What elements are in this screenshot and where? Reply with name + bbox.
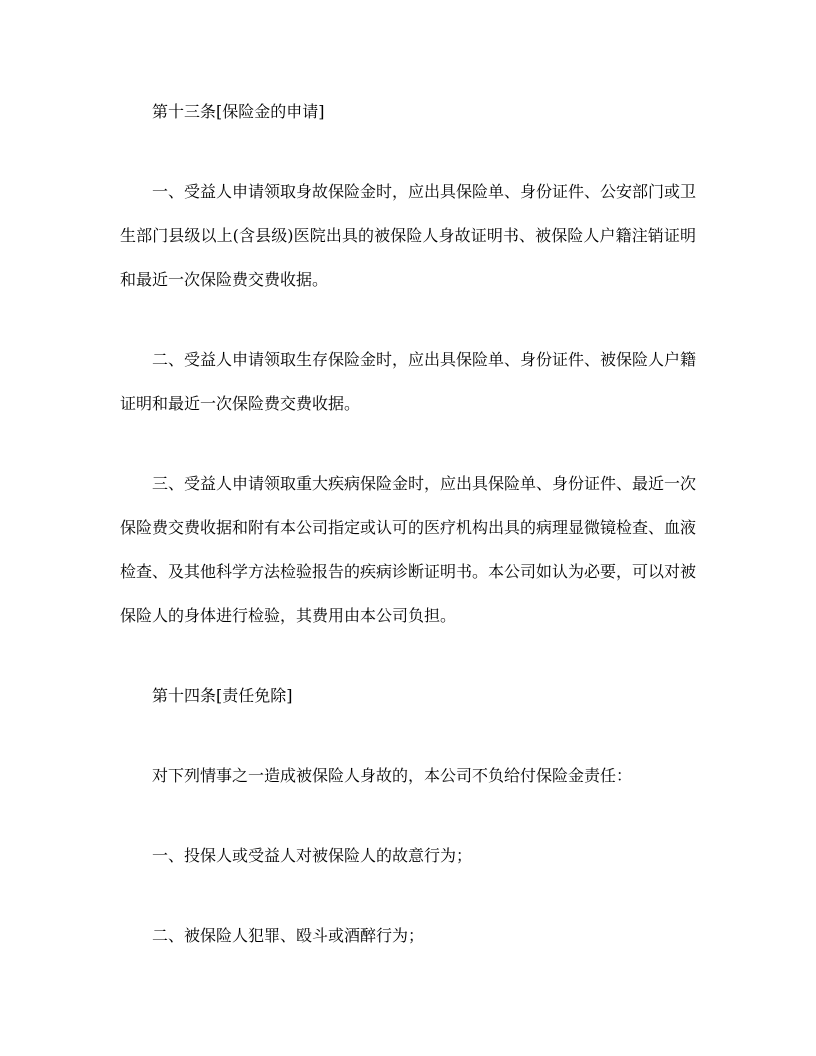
article-14-heading: 第十四条[责任免除] bbox=[152, 686, 293, 705]
article-14-intro: 对下列情事之一造成被保险人身故的，本公司不负给付保险金责任： bbox=[152, 766, 633, 785]
article-13-clause-2: 二、受益人申请领取生存保险金时，应出具保险单、身份证件、被保险人户籍证明和最近一次保险费交费收据。 bbox=[120, 350, 697, 413]
article-13-heading: 第十三条[保险金的申请] bbox=[152, 102, 325, 121]
article-14-item-1: 一、投保人或受益人对被保险人的故意行为； bbox=[152, 846, 473, 865]
article-13-clause-3: 三、受益人申请领取重大疾病保险金时，应出具保险单、身份证件、最近一次保险费交费收据和附有本公司指定或认可的医疗机构出具的病理显微镜检查、血液检查、及其他科学方法检验报告的疾病诊断证明书。本公司如认为必要，可以对被保险人的身体进行检验，其费用由本公司负担。 bbox=[120, 474, 697, 625]
article-13-clause-1: 一、受益人申请领取身故保险金时，应出具保险单、身份证件、公安部门或卫生部门县级以上(含县级)医院出具的被保险人身故证明书、被保险人户籍注销证明和最近一次保险费交费收据。 bbox=[120, 182, 697, 289]
article-14-item-2: 二、被保险人犯罪、殴斗或酒醉行为； bbox=[152, 926, 425, 945]
